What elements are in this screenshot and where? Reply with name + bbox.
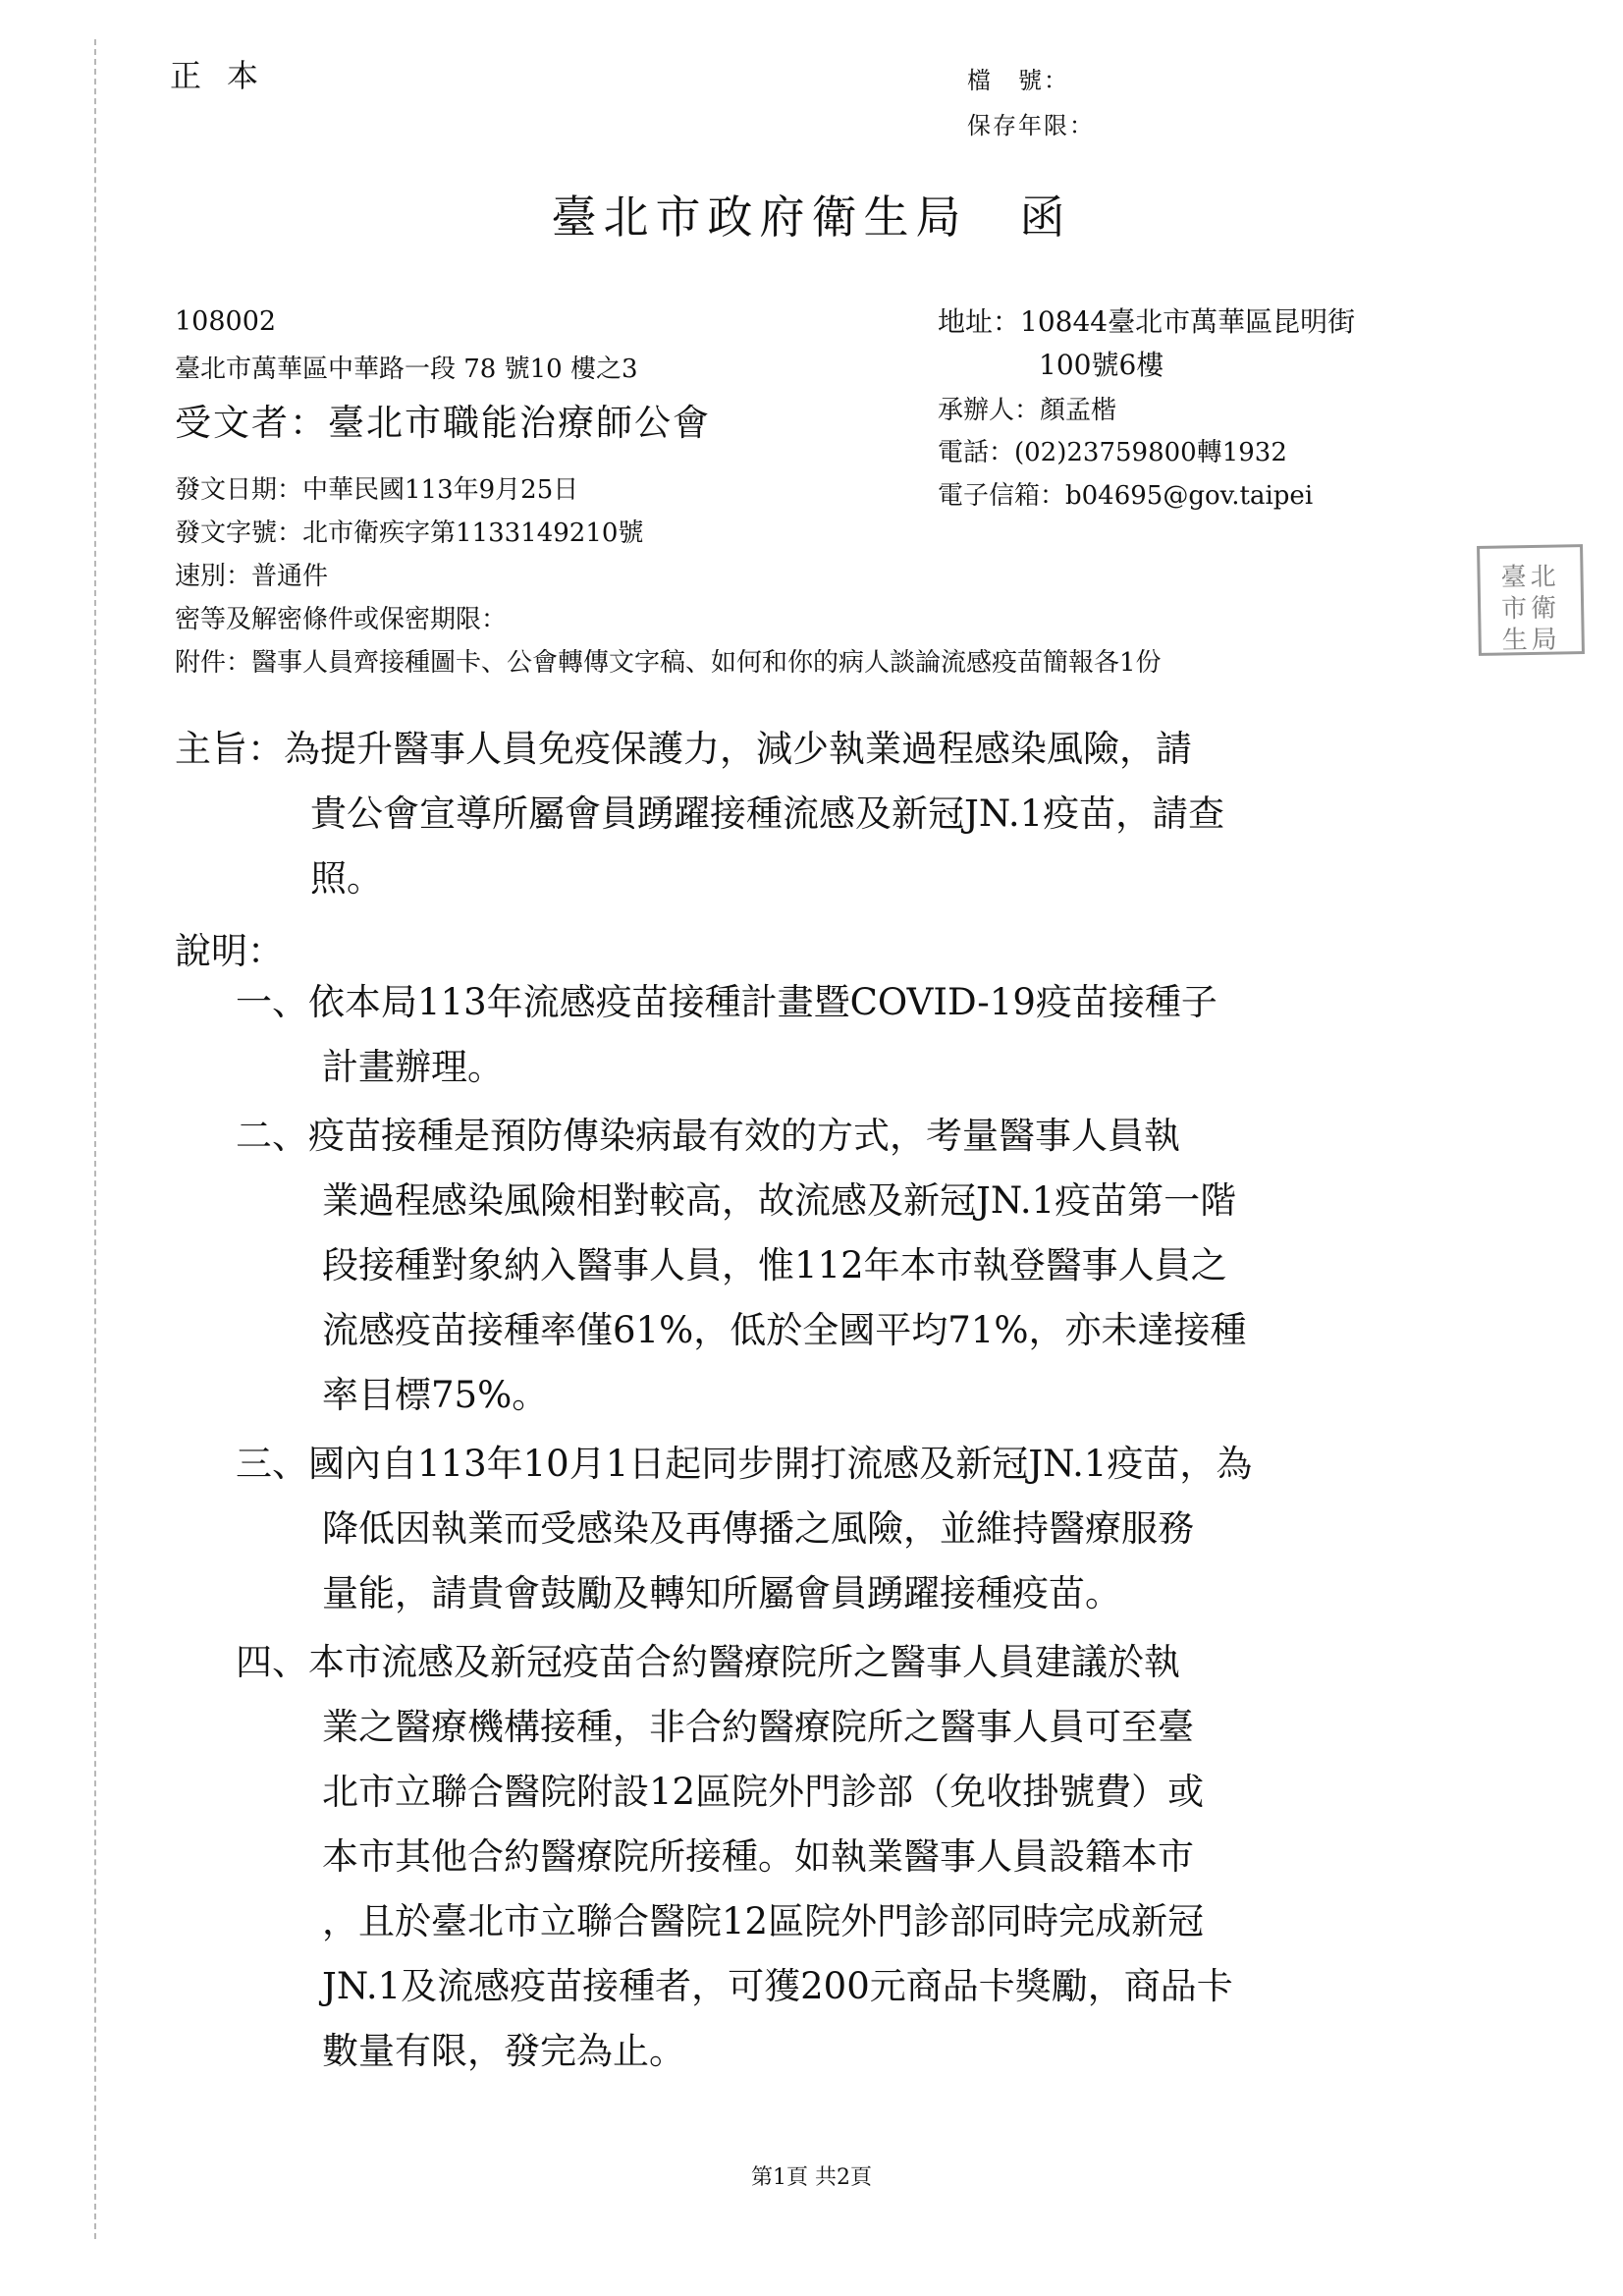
item-line: 業之醫療機構接種，非合約醫療院所之醫事人員可至臺 bbox=[322, 1706, 1194, 1748]
agency-address-line1: 地址：10844臺北市萬華區昆明街 bbox=[938, 305, 1356, 338]
item-line: 流感疫苗接種率僅61%，低於全國平均71%，亦未達接種 bbox=[322, 1309, 1247, 1351]
item-line: 二、疫苗接種是預防傳染病最有效的方式，考量醫事人員執 bbox=[236, 1115, 1180, 1157]
subject-line: 貴公會宣導所屬會員踴躍接種流感及新冠JN.1疫苗，請查 bbox=[310, 793, 1225, 835]
item-line: 一、依本局113年流感疫苗接種計畫暨COVID-19疫苗接種子 bbox=[236, 981, 1217, 1023]
agency-address-line2: 100號6樓 bbox=[1039, 349, 1164, 381]
item-line: 業過程感染風險相對較高，故流感及新冠JN.1疫苗第一階 bbox=[322, 1179, 1237, 1222]
item-line: JN.1及流感疫苗接種者，可獲200元商品卡獎勵，商品卡 bbox=[322, 1965, 1233, 2007]
item-line: 量能，請貴會鼓勵及轉知所屬會員踴躍接種疫苗。 bbox=[322, 1572, 1121, 1614]
item-line: 四、本市流感及新冠疫苗合約醫療院所之醫事人員建議於執 bbox=[236, 1641, 1180, 1683]
attachments: 附件：醫事人員齊接種圖卡、公會轉傳文字稿、如何和你的病人談論流感疫苗簡報各1份 bbox=[175, 648, 1162, 678]
explanation-item bbox=[236, 1630, 1463, 2084]
item-line: 三、國內自113年10月1日起同步開打流感及新冠JN.1疫苗，為 bbox=[236, 1443, 1253, 1485]
explanation-item bbox=[236, 1432, 1463, 1626]
recipient-line: 受文者：臺北市職能治療師公會 bbox=[175, 402, 711, 444]
subject-line: 照。 bbox=[310, 857, 383, 900]
contact-email: 電子信箱：b04695@gov.taipei bbox=[938, 481, 1314, 511]
item-line: 段接種對象納入醫事人員，惟112年本市執登醫事人員之 bbox=[322, 1244, 1227, 1286]
classification: 密等及解密條件或保密期限： bbox=[175, 605, 508, 634]
seal-text: 臺北市衛生局 bbox=[1500, 562, 1561, 656]
item-line: ，且於臺北市立聯合醫院12區院外門診部同時完成新冠 bbox=[322, 1900, 1205, 1942]
recipient-zip: 108002 bbox=[175, 306, 277, 337]
recipient-address: 臺北市萬華區中華路一段 78 號10 樓之3 bbox=[175, 355, 638, 384]
document-title: 臺北市政府衛生局 函 bbox=[551, 191, 1072, 244]
explanation-item bbox=[236, 1104, 1463, 1428]
item-line: 計畫辦理。 bbox=[322, 1046, 504, 1088]
binding-line bbox=[94, 39, 96, 2239]
item-line: 北市立聯合醫院附設12區院外門診部（免收掛號費）或 bbox=[322, 1771, 1205, 1813]
official-seal bbox=[1477, 544, 1585, 656]
contact-phone: 電話：(02)23759800轉1932 bbox=[938, 438, 1287, 467]
item-line: 數量有限，發完為止。 bbox=[322, 2030, 685, 2072]
contact-officer: 承辦人：顏孟楷 bbox=[938, 396, 1117, 425]
subject-section bbox=[175, 717, 1451, 911]
item-line: 降低因執業而受感染及再傳播之風險，並維持醫療服務 bbox=[322, 1507, 1194, 1550]
issue-date: 發文日期：中華民國113年9月25日 bbox=[175, 475, 579, 505]
explanation-item bbox=[236, 970, 1463, 1100]
explanation-label: 說明： bbox=[175, 930, 284, 972]
item-line: 率目標75%。 bbox=[322, 1374, 549, 1416]
reference-number: 發文字號：北市衛疾字第1133149210號 bbox=[175, 519, 644, 548]
file-number-label: 檔 號： bbox=[967, 67, 1069, 94]
subject-line: 主旨：為提升醫事人員免疫保護力，減少執業過程感染風險，請 bbox=[175, 728, 1192, 770]
priority: 速別：普通件 bbox=[175, 562, 329, 591]
page-footer: 第1頁 共2頁 bbox=[751, 2165, 872, 2190]
explanation-items bbox=[236, 970, 1463, 2088]
retention-period-label: 保存年限： bbox=[967, 112, 1095, 139]
copy-label: 正本 bbox=[170, 57, 285, 94]
item-line: 本市其他合約醫療院所接種。如執業醫事人員設籍本市 bbox=[322, 1835, 1194, 1878]
